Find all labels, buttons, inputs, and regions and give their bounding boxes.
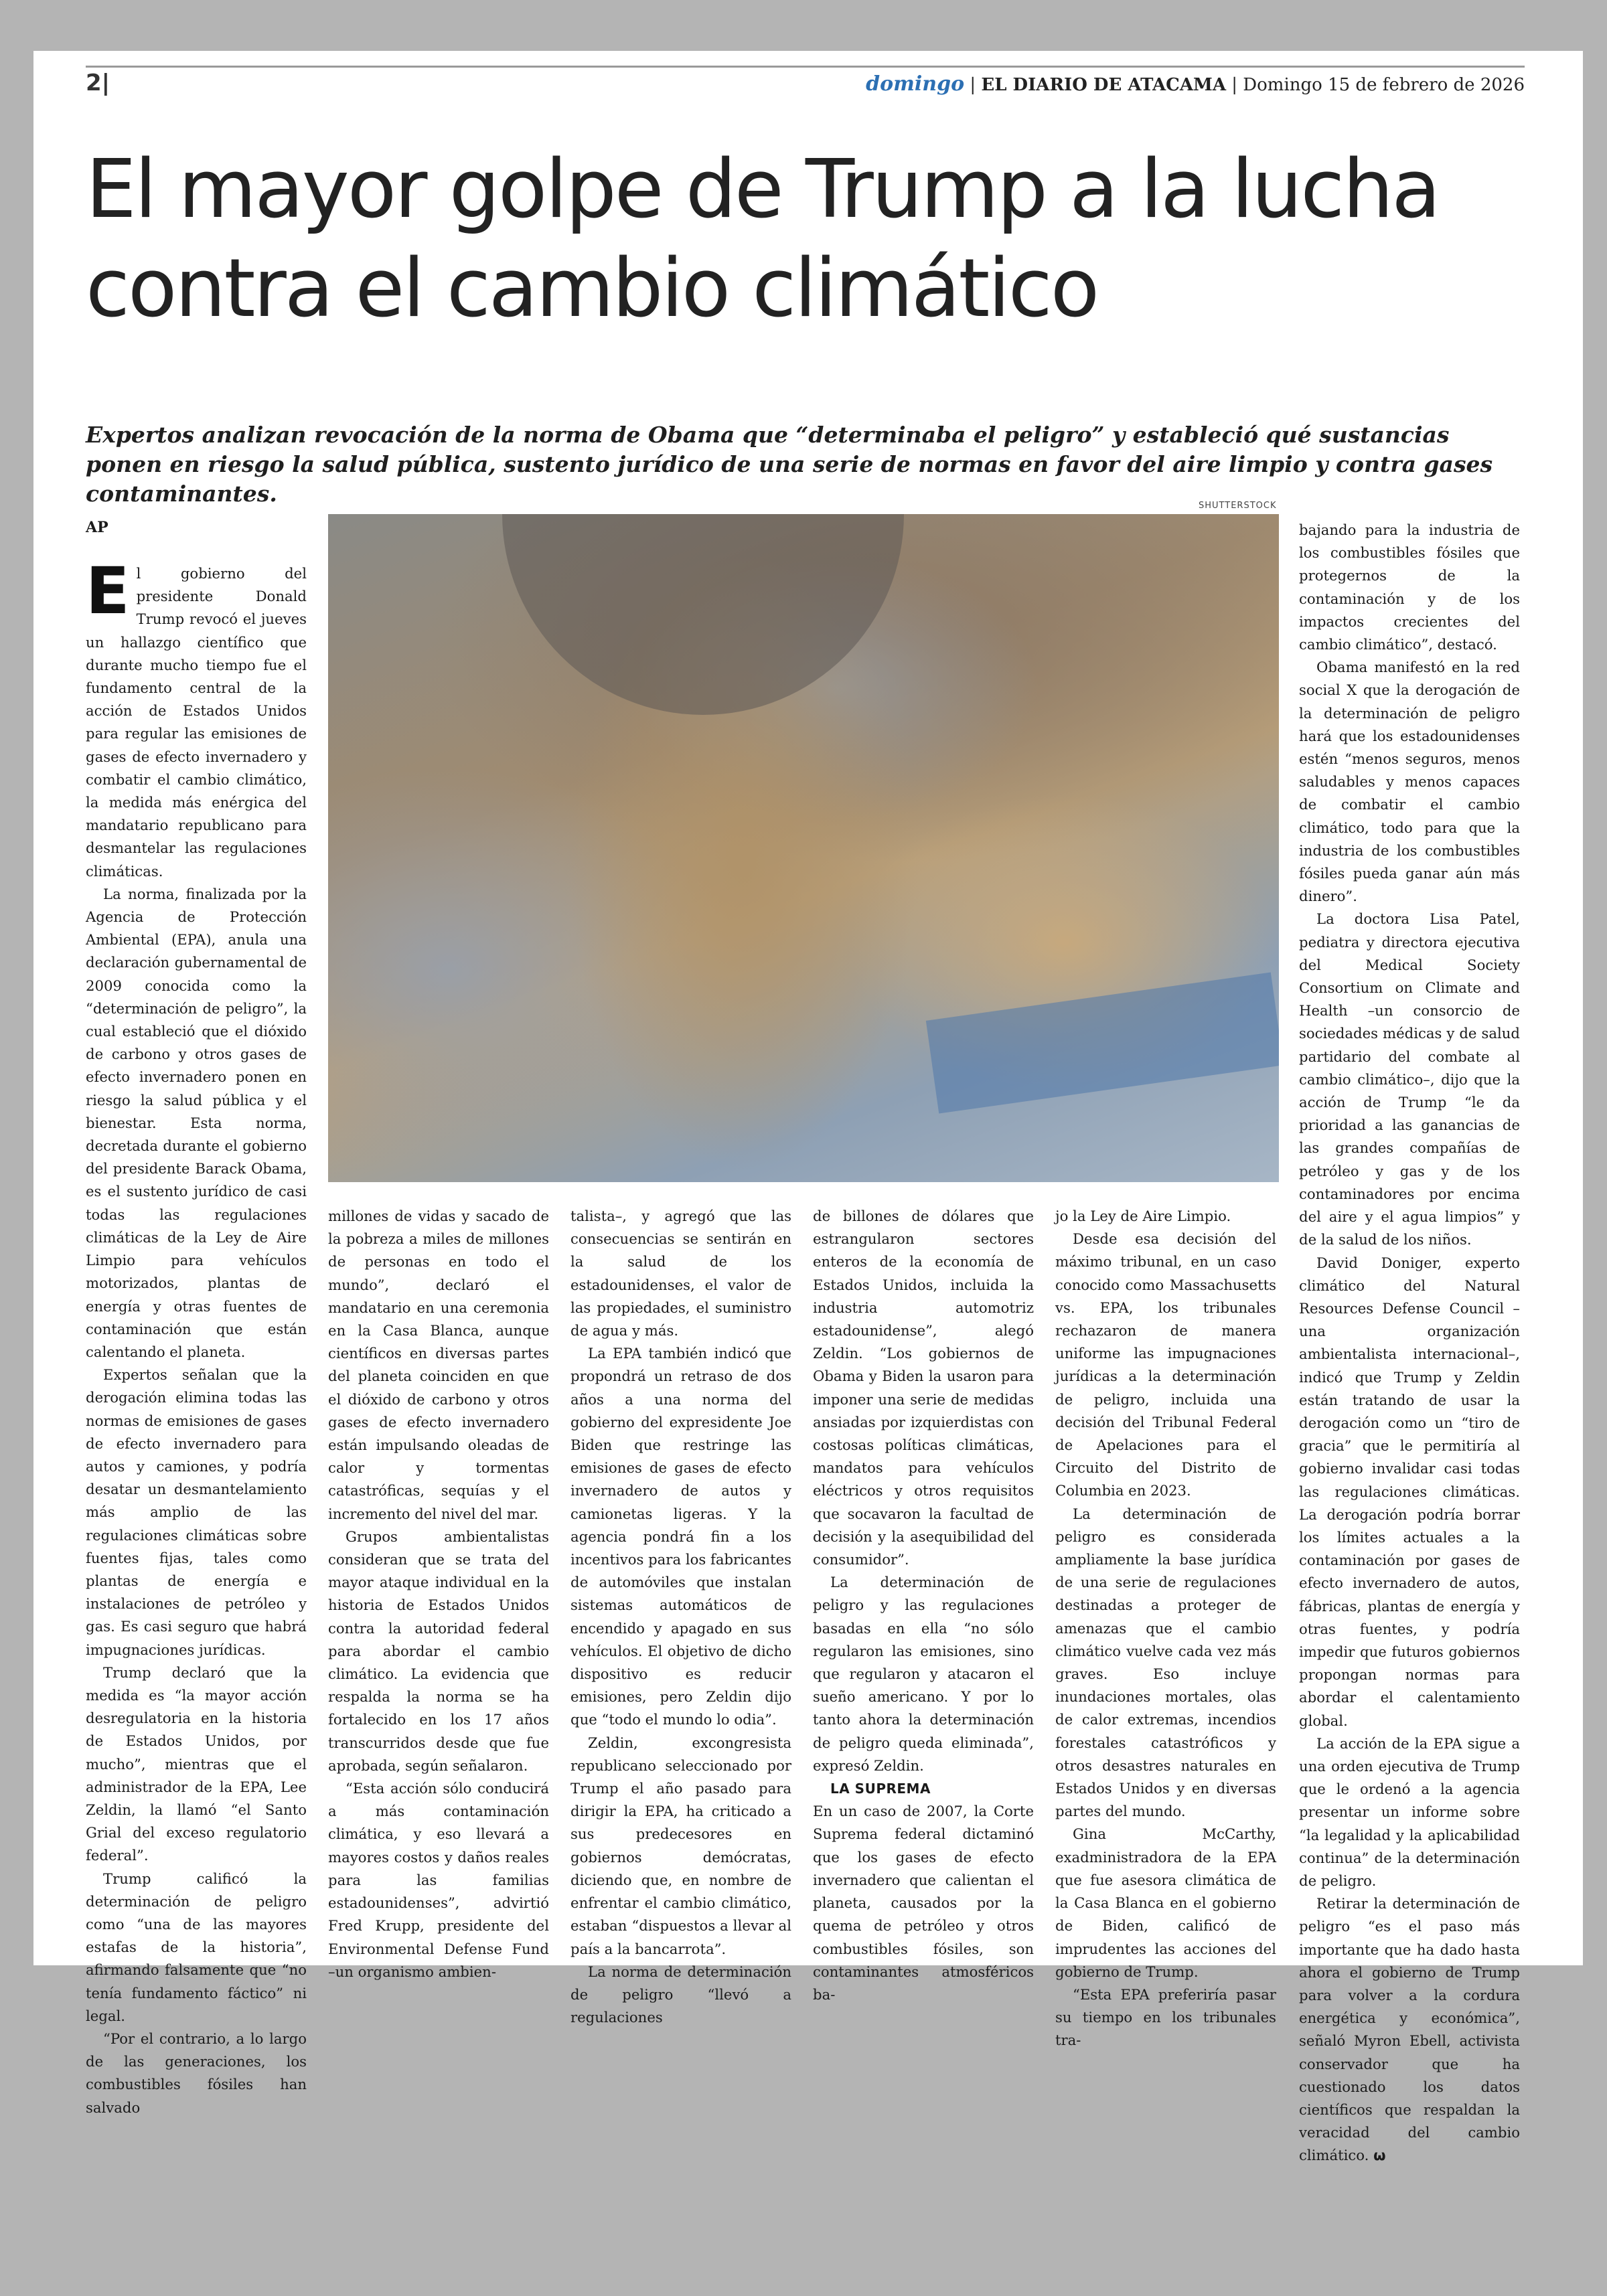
photo-sky-band	[926, 972, 1279, 1113]
paragraph: La acción de la EPA sigue a una orden ejecutiva de Trump que le ordenó a la agencia presentar un informe sobre “la legalidad y la aplicabilidad continua” de la determinación de peligro.	[1299, 1734, 1520, 1889]
paragraph: Gina McCarthy, exadministradora de la EPA que fue asesora climática de la Casa Blanca en el gobierno de Biden, calificó de imprudentes las acciones del gobierno de Trump.	[1055, 1825, 1276, 1980]
paragraph: La determinación de peligro y las regulaciones basadas en ella “no sólo regularon las emisiones, sino que regularon y atacaron el sueño americano. Y por lo tanto ahora la determinación de peligro queda eliminada”, expresó Zeldin.	[813, 1574, 1034, 1774]
article-deck: Expertos analizan revocación de la norma de Obama que “determinaba el peligro” y estableció qué sustancias ponen en riesgo la salud pública, sustento jurídico de una serie de normas en favor del aire limpio y contra gases contaminantes.	[86, 422, 1493, 507]
photo-tailpipe-shade	[502, 514, 904, 715]
exhaust-photo	[328, 514, 1279, 1182]
section-subhead: LA SUPREMA	[830, 1781, 931, 1797]
paragraph: David Doniger, experto climático del Natural Resources Defense Council –una organización ambientalista internacional–, indicó que Trump y Zeldin están tratando de usar la derogación como un “tiro de gracia” que le permitiría al gobierno invalidar casi todas las regulaciones climáticas. La derogación podría borrar los límites actuales a la contaminación por gases de efecto invernadero de autos, fábricas, plantas de energía y otras fuentes, y podría impedir que futuros gobiernos propongan normas para abordar el calentamiento global.	[1299, 1254, 1520, 1729]
article-headline: El mayor golpe de Trump a la lucha contra el cambio climático	[86, 143, 1439, 335]
article-column-3	[570, 1205, 791, 2029]
paragraph: talista–, y agregó que las consecuencias se sentirán en la salud de los estadounidenses, el valor de las propiedades, el suministro de agua y más.	[570, 1208, 791, 1339]
article-column-6	[1299, 519, 1520, 2167]
paragraph: El gobierno del presidente Donald Trump revocó el jueves un hallazgo científico que durante mucho tiempo fue el fundamento central de la acción de Estados Unidos para regular las emisiones de gases de efecto invernadero y combatir el cambio climático, la medida más enérgica del mandatario republicano para desmantelar las regulaciones climáticas.	[86, 554, 307, 880]
page-number: 2|	[86, 70, 110, 96]
paragraph: La norma de determinación de peligro “llevó a regulaciones	[570, 1963, 791, 2026]
paragraph: La norma, finalizada por la Agencia de Protección Ambiental (EPA), anula una declaración gubernamental de 2009 conocida como la “determinación de peligro”, la cual estableció que el dióxido de carbono y otros gases de efecto invernadero ponen en riesgo la salud pública y el bienestar. Esta norma, decretada durante el gobierno del presidente Barack Obama, es el sustento jurídico de casi todas las regulaciones climáticas de la Ley de Aire Limpio para vehículos motorizados, plantas de energía y otras fuentes de contaminación que están calentando el planeta.	[86, 885, 307, 1360]
paragraph: La doctora Lisa Patel, pediatra y directora ejecutiva del Medical Society Consortium on Climate and Health –un consorcio de sociedades médicas y de salud partidario del combate al cambio climático–, dijo que la acción de Trump “le da prioridad a las ganancias de las grandes compañías de petróleo y gas y de los contaminadores por encima del aire y el agua limpios” y de la salud de los niños.	[1299, 910, 1520, 1248]
paragraph: de billones de dólares que estrangularon sectores enteros de la economía de Estados Unidos, incluida la industria automotriz estadounidense”, alegó Zeldin. “Los gobiernos de Obama y Biden la usaron para imponer una serie de medidas ansiadas por izquierdistas con costosas políticas climáticas, mandatos para vehículos eléctricos y otros requisitos que socavaron la facultad de decisión y la asequibilidad del consumidor”.	[813, 1208, 1034, 1568]
masthead-separator: |	[1231, 75, 1243, 95]
paragraph: Desde esa decisión del máximo tribunal, en un caso conocido como Massachusetts vs. EPA, los tribunales rechazaron de manera uniforme las impugnaciones jurídicas a la determinación de peligro, incluida una decisión del Tribunal Federal de Apelaciones para el Circuito del Distrito de Columbia en 2023.	[1055, 1230, 1276, 1499]
drop-cap: E	[86, 554, 130, 629]
newspaper-name: EL DIARIO DE ATACAMA	[981, 75, 1226, 95]
header-rule	[86, 66, 1525, 68]
paragraph: Obama manifestó en la red social X que la derogación de la determinación de peligro hará que los estadounidenses estén “menos seguros, menos saludables y menos capaces de combatir el cambio climático, todo para que la industria de los combustibles fósiles pueda ganar aún más dinero”.	[1299, 659, 1520, 905]
article-column-2	[328, 1205, 549, 1983]
paragraph: jo la Ley de Aire Limpio.	[1055, 1208, 1231, 1224]
byline: AP	[86, 519, 108, 536]
article-column-4	[813, 1205, 1034, 2006]
issue-date: Domingo 15 de febrero de 2026	[1243, 75, 1525, 95]
photo-credit: SHUTTERSTOCK	[1199, 501, 1277, 511]
paragraph: La EPA también indicó que propondrá un retraso de dos años a una norma del gobierno del expresidente Joe Biden que restringe las emisiones de gases de efecto invernadero de autos y camionetas ligeras. Y la agencia pondrá fin a los incentivos para los fabricantes de automóviles que instalan sistemas automáticos de encendido y apagado en sus vehículos. El objetivo de dicho dispositivo es reducir emisiones, pero Zeldin dijo que “todo el mundo lo odia”.	[570, 1345, 791, 1728]
paragraph: Expertos señalan que la derogación elimina todas las normas de emisiones de gases de efecto invernadero para autos y camiones, y podría desatar un desmantelamiento más amplio de las regulaciones climáticas sobre fuentes fijas, tales como plantas de energía e instalaciones de petróleo y gas. Es casi seguro que habrá impugnaciones jurídicas.	[86, 1366, 307, 1658]
end-of-article-icon: ω	[1373, 2147, 1386, 2164]
paragraph: “Por el contrario, a lo largo de las generaciones, los combustibles fósiles han salvado	[86, 2030, 307, 2116]
masthead-separator: |	[970, 75, 982, 95]
paragraph: La determinación de peligro es considerada ampliamente la base jurídica de una serie de regulaciones destinadas a proteger de amenazas que el cambio climático vuelve cada vez más graves. Eso incluye inundaciones mortales, olas de calor extremas, incendios forestales catastróficos y otros desastres naturales en Estados Unidos y en diversas partes del mundo.	[1055, 1505, 1276, 1820]
paragraph: “Esta acción sólo conducirá a más contaminación climática, y eso llevará a mayores costos y daños reales para las familias estadounidenses”, advirtió Fred Krupp, presidente del Environmental Defense Fund –un organismo ambien-	[328, 1780, 549, 1980]
article-column-1	[86, 554, 307, 2119]
paragraph: Zeldin, excongresista republicano seleccionado por Trump el año pasado para dirigir la EPA, ha criticado a sus predecesores en gobiernos demócratas, diciendo que, en nombre de enfrentar el cambio climático, estaban “dispuestos a llevar al país a la bancarrota”.	[570, 1734, 791, 1957]
section-name: domingo	[866, 72, 965, 96]
article-column-5	[1055, 1205, 1276, 2052]
paragraph: bajando para la industria de los combustibles fósiles que protegernos de la contaminación y de los impactos crecientes del cambio climático”, destacó.	[1299, 521, 1520, 653]
paragraph: Trump calificó la determinación de peligro como “una de las mayores estafas de la historia”, afirmando falsamente que “no tenía fundamento fáctico” ni legal.	[86, 1870, 307, 2024]
paragraph: En un caso de 2007, la Corte Suprema federal dictaminó que los gases de efecto invernadero que calientan el planeta, causados por la quema de petróleo y otros combustibles fósiles, son contaminantes atmosféricos ba-	[813, 1803, 1034, 2003]
paragraph: Trump declaró que la medida es “la mayor acción desregulatoria en la historia de Estados Unidos, por mucho”, mientras que el administrador de la EPA, Lee Zeldin, la llamó “el Santo Grial del exceso regulatorio federal”.	[86, 1663, 307, 1864]
paragraph: millones de vidas y sacado de la pobreza a miles de millones de personas en todo el mundo”, declaró el mandatario en una ceremonia en la Casa Blanca, aunque científicos en diversas partes del planeta coinciden en que el dióxido de carbono y otros gases de efecto invernadero están impulsando oleadas de calor y tormentas catastróficas, sequías y el incremento del nivel del mar.	[328, 1208, 549, 1522]
paragraph: Grupos ambientalistas consideran que se trata del mayor ataque individual en la historia de Estados Unidos contra la autoridad federal para abordar el cambio climático. La evidencia que respalda la norma se ha fortalecido en los 17 años transcurridos desde que fue aprobada, según señalaron.	[328, 1528, 549, 1774]
paragraph: Retirar la determinación de peligro “es el paso más importante que ha dado hasta ahora el gobierno de Trump para volver a la cordura energética y económica”, señaló Myron Ebell, activista conservador que ha cuestionado los datos científicos que respaldan la veracidad del cambio climático. ω	[1299, 1895, 1520, 2164]
masthead	[866, 72, 1525, 96]
paragraph: “Esta EPA preferiría pasar su tiempo en los tribunales tra-	[1055, 1985, 1276, 2049]
